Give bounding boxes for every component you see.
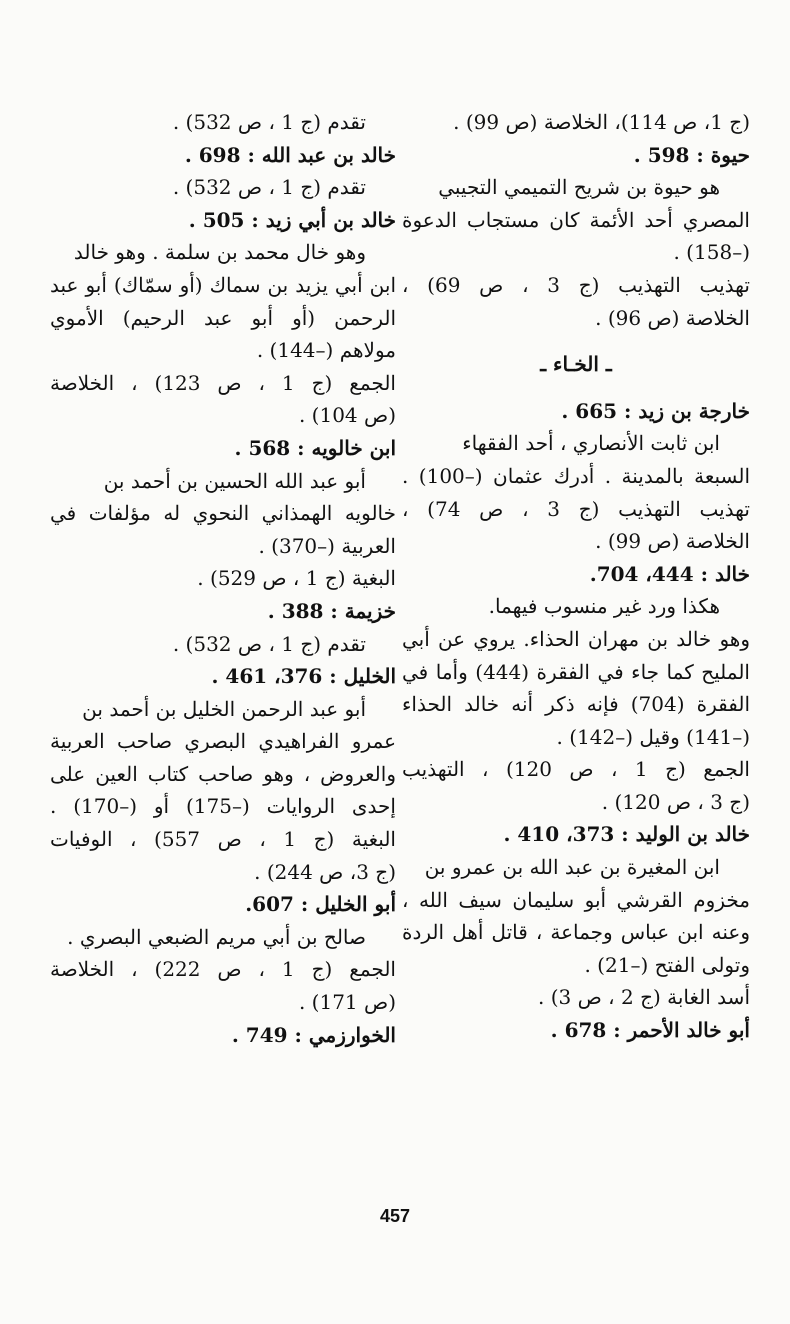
- right-column-entry-heading: خالد : 444، 704.: [589, 561, 750, 586]
- right-column-paragraph-start: ابن المغيرة بن عبد الله بن عمرو بن: [424, 855, 720, 880]
- left-column-text-line: عمرو الفراهيدي البصري صاحب العربية: [50, 729, 396, 754]
- right-column-entry-heading: خارجة بن زيد : 665 .: [561, 398, 750, 423]
- right-column-text-line: الخلاصة (ص 99) .: [595, 529, 750, 554]
- right-column-paragraph-start: ابن ثابت الأنصاري ، أحد الفقهاء: [462, 431, 720, 456]
- left-column-paragraph-start: وهو خال محمد بن سلمة . وهو خالد: [73, 240, 366, 265]
- left-column-text-line: مولاهم (–144) .: [256, 338, 396, 363]
- right-column-text-line: وتولى الفتح (–21) .: [584, 952, 750, 977]
- right-column-text-line: الخلاصة (ص 96) .: [595, 305, 750, 330]
- page-number: 457: [379, 1206, 411, 1226]
- right-column-paragraph-start: هكذا ورد غير منسوب فيهما.: [488, 594, 720, 619]
- right-column-text-line: المليح كما جاء في الفقرة (444) وأما في: [402, 659, 750, 684]
- left-column-entry-heading: خزيمة : 388 .: [267, 598, 396, 623]
- right-column-text-line: (–158) .: [673, 240, 750, 265]
- left-column-entry-heading: خالد بن عبد الله : 698 .: [184, 142, 396, 167]
- left-column-text-line: (ص 171) .: [298, 990, 396, 1015]
- right-column-text-line: السبعة بالمدينة . أدرك عثمان (–100) .: [402, 463, 750, 488]
- right-column-text-line: المصري أحد الأئمة كان مستجاب الدعوة: [402, 207, 750, 232]
- left-column-entry-heading: أبو الخليل : 607.: [245, 892, 396, 917]
- left-column-paragraph-start: أبو عبد الله الحسين بن أحمد بن: [103, 468, 366, 493]
- right-column-spacer: [402, 381, 750, 395]
- right-column-entry-heading: حيوة : 598 .: [633, 142, 750, 167]
- left-column-paragraph-start: تقدم (ج 1 ، ص 532) .: [172, 631, 366, 656]
- left-column-text-line: الجمع (ج 1 ، ص 123) ، الخلاصة: [50, 370, 396, 395]
- right-column-text-line: أسد الغابة (ج 2 ، ص 3) .: [538, 985, 750, 1010]
- left-column-entry-heading: ابن خالويه : 568 .: [234, 435, 396, 460]
- left-column-entry-heading: خالد بن أبي زيد : 505 .: [188, 207, 396, 232]
- left-column-text-line: الجمع (ج 1 ، ص 222) ، الخلاصة: [50, 957, 396, 982]
- right-column-text-line: تهذيب التهذيب (ج 3 ، ص 69) ،: [402, 272, 750, 297]
- left-column-paragraph-start: أبو عبد الرحمن الخليل بن أحمد بن: [82, 696, 366, 721]
- right-column-spacer: [402, 334, 750, 348]
- right-column-text-line: (–141) وقيل (–142) .: [556, 724, 750, 749]
- right-column-text-line: مخزوم القرشي أبو سليمان سيف الله ،: [402, 887, 750, 912]
- right-column-paragraph-start: هو حيوة بن شريح التميمي التجيبي: [438, 175, 720, 200]
- left-column-entry-heading: الخليل : 376، 461 .: [211, 664, 396, 689]
- left-column-paragraph-start: تقدم (ج 1 ، ص 532) .: [172, 110, 366, 134]
- left-column-entry-heading: الخوارزمي : 749 .: [231, 1022, 396, 1047]
- left-column-text-line: إحدى الروايات (–175) أو (–170) .: [50, 794, 396, 819]
- left-column-text-line: البغية (ج 1 ، ص 557) ، الوفيات: [50, 827, 396, 852]
- right-column-text-line: (ج 1، ص 114)، الخلاصة (ص 99) .: [453, 110, 750, 134]
- left-column-text-line: الرحمن (أو أبو عبد الرحيم) الأموي: [50, 305, 396, 330]
- left-column-text-line: (ج 3، ص 244) .: [254, 859, 396, 884]
- right-column-text-line: تهذيب التهذيب (ج 3 ، ص 74) ،: [402, 496, 750, 521]
- right-column-text-line: وعنه ابن عباس وجماعة ، قاتل أهل الردة: [402, 920, 750, 945]
- right-column-section-title: ـ الخـاء ـ: [540, 352, 612, 377]
- left-column-text-line: البغية (ج 1 ، ص 529) .: [197, 566, 396, 591]
- left-column-text-line: (ص 104) .: [298, 403, 396, 428]
- right-column-text-line: وهو خالد بن مهران الحذاء. يروي عن أبي: [402, 626, 750, 651]
- left-column-text-line: ابن أبي يزيد بن سماك (أو سمّاك) أبو عبد: [50, 272, 396, 297]
- right-column-entry-heading: أبو خالد الأحمر : 678 .: [550, 1018, 750, 1043]
- right-column-entry-heading: خالد بن الوليد : 373، 410 .: [503, 822, 750, 847]
- left-column-text-line: خالويه الهمذاني النحوي له مؤلفات في: [50, 501, 396, 526]
- right-column: [402, 106, 750, 1047]
- left-column: [50, 106, 396, 1051]
- left-column-paragraph-start: صالح بن أبي مريم الضبعي البصري .: [67, 924, 366, 949]
- right-column-text-line: الجمع (ج 1 ، ص 120) ، التهذيب: [402, 757, 750, 782]
- left-column-text-line: العربية (–370) .: [258, 533, 396, 558]
- left-column-text-line: والعروض ، وهو صاحب كتاب العين على: [50, 761, 396, 786]
- right-column-text-line: الفقرة (704) فإنه ذكر أنه خالد الحذاء: [402, 692, 750, 717]
- right-column-text-line: (ج 3 ، ص 120) .: [601, 789, 750, 814]
- left-column-paragraph-start: تقدم (ج 1 ، ص 532) .: [172, 175, 366, 200]
